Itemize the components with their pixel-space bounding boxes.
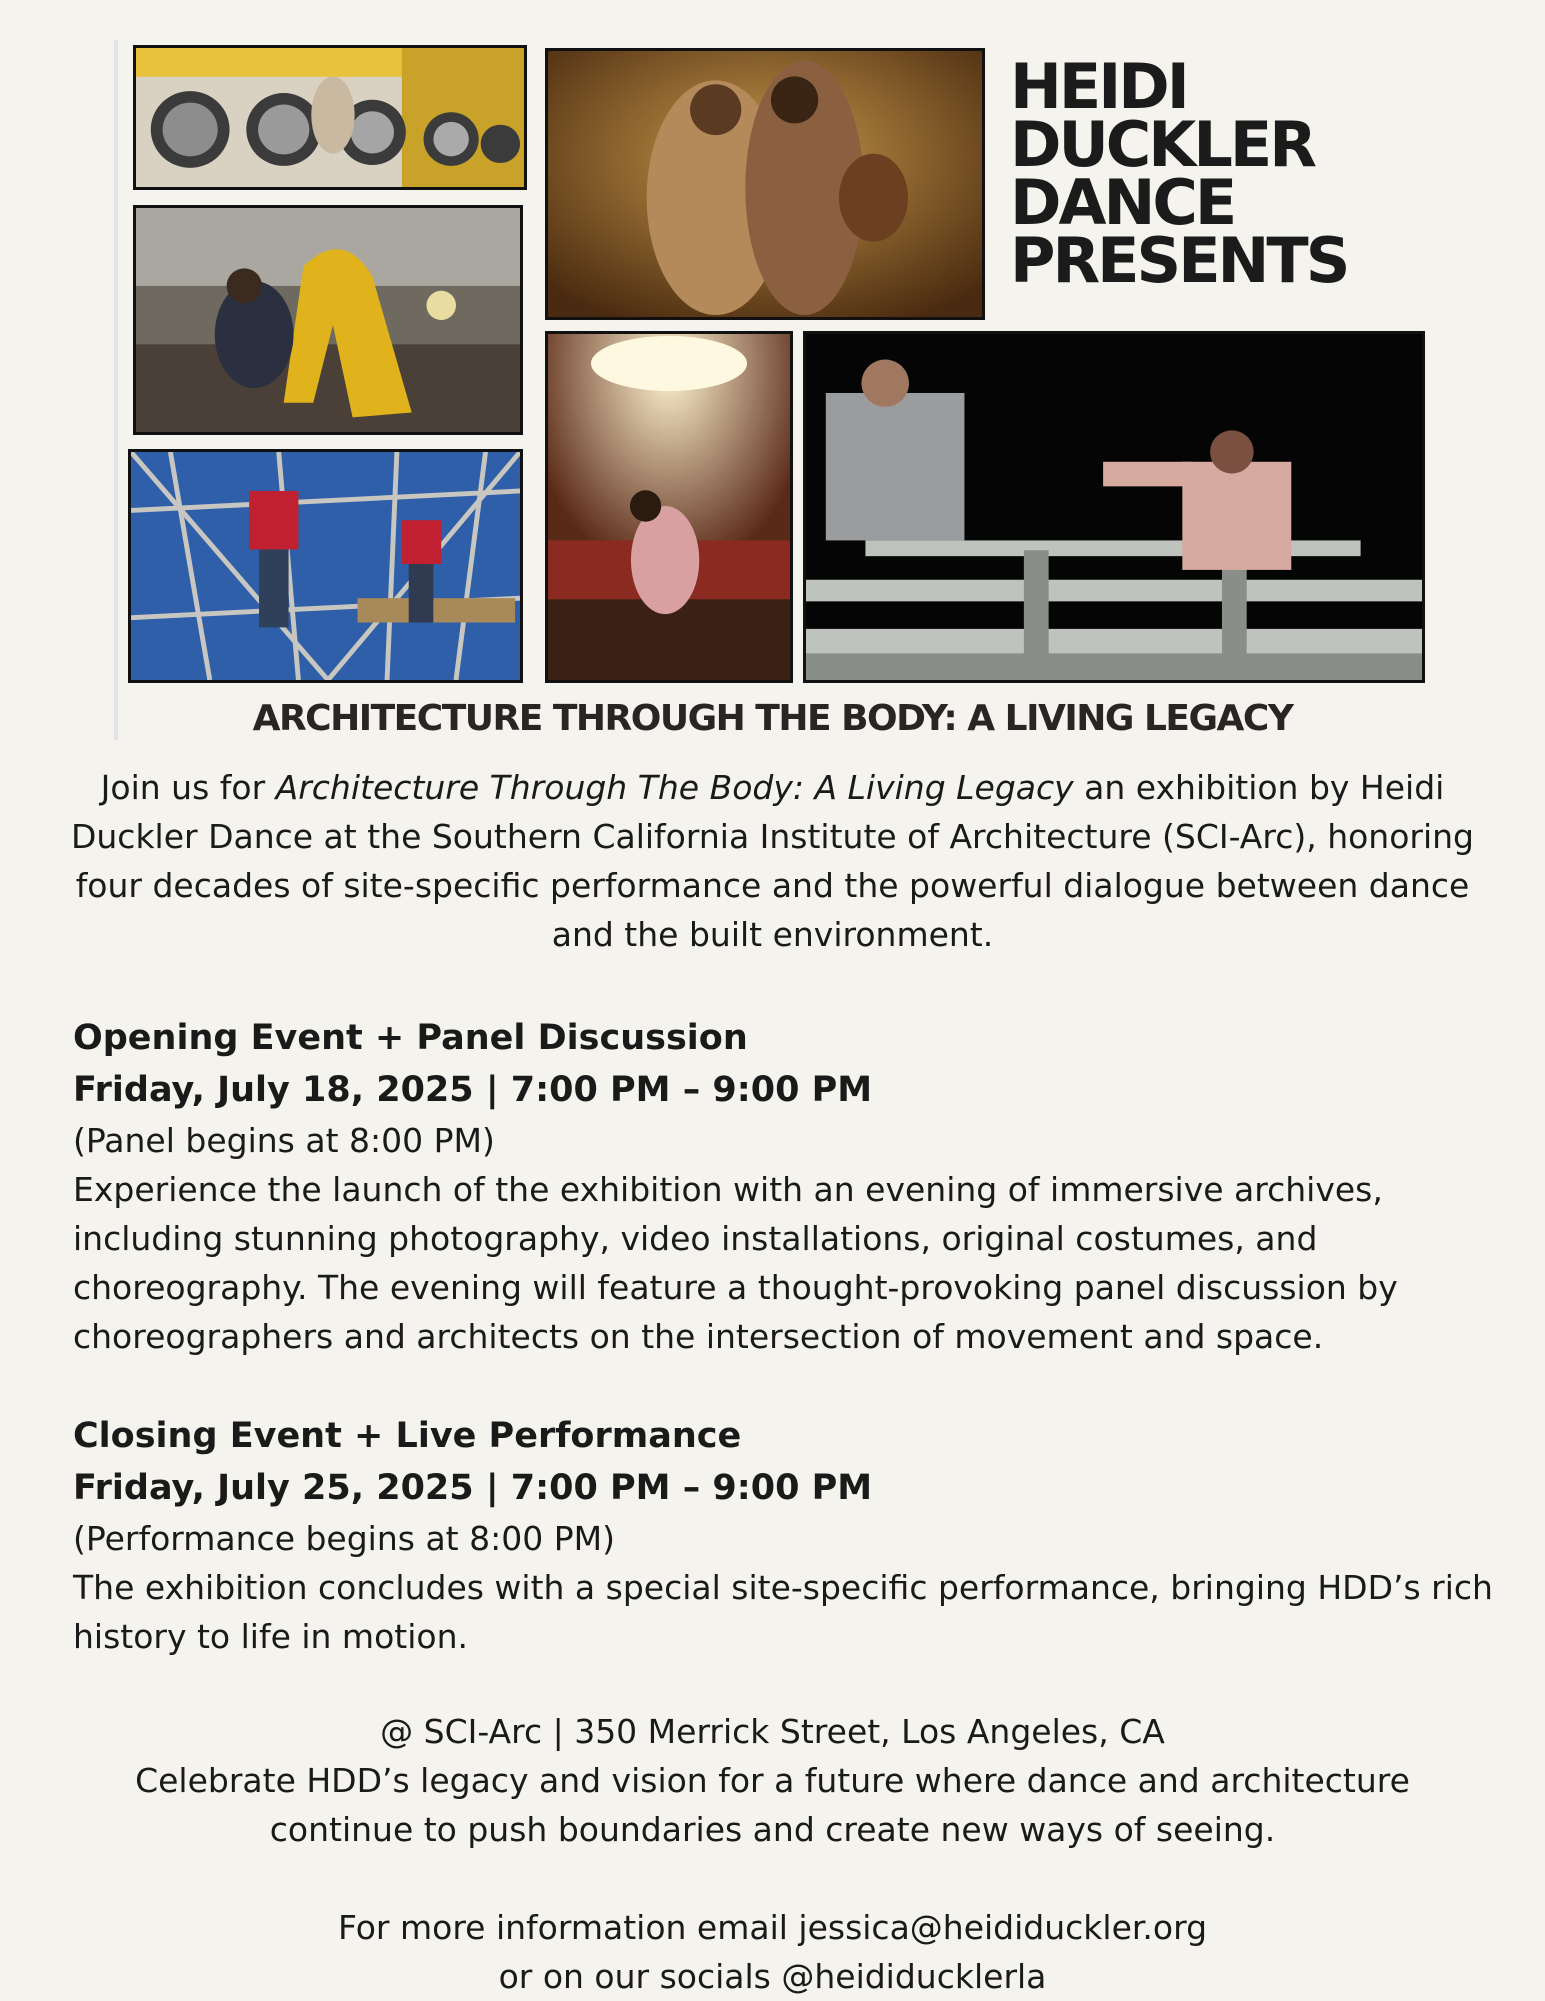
brand-line-4: PRESENTS	[1010, 224, 1348, 297]
opening-event-description: Experience the launch of the exhibition with an evening of immersive archives, including stunning photography, video installations, original costumes, and choreography. The evening will feature a thought-provoking panel discussion by choreographers and architects on the intersection of movement and space.	[73, 1170, 1398, 1356]
closing-event-section	[73, 1410, 1493, 1661]
brand-wordmark	[1010, 50, 1348, 297]
legacy-statement: Celebrate HDD’s legacy and vision for a future where dance and architecture continue to push boundaries and create new ways of seeing.	[135, 1761, 1410, 1849]
closing-event-title: Closing Event + Live Performance	[73, 1416, 742, 1456]
opening-event-datetime: Friday, July 18, 2025 | 7:00 PM – 9:00 PM	[73, 1070, 873, 1110]
photo-chandelier	[545, 331, 793, 683]
venue-location: @ SCI-Arc | 350 Merrick Street, Los Angeles, CA	[380, 1712, 1165, 1751]
exhibition-headline: ARCHITECTURE THROUGH THE BODY: A LIVING LEGACY	[252, 698, 1293, 739]
brand-line-2: DUCKLER	[1010, 108, 1314, 181]
intro-suffix: an exhibition by Heidi Duckler Dance at the Southern California Institute of Architecture (SCI-Arc), honoring four decades of site-specific performance and the powerful dialogue between dance and the built environment.	[70, 768, 1475, 954]
opening-event-note: (Panel begins at 8:00 PM)	[73, 1121, 495, 1160]
brand-line-3: DANCE	[1010, 166, 1235, 239]
closing-event-description: The exhibition concludes with a special site-specific performance, bringing HDD’s rich history to life in motion.	[73, 1568, 1493, 1656]
contact-email: For more information email jessica@heididuckler.org	[337, 1908, 1208, 1947]
photo-laundromat	[133, 45, 527, 190]
opening-event-section	[73, 1012, 1493, 1361]
contact-socials: or on our socials @heididucklerla	[498, 1957, 1047, 1996]
intro-prefix: Join us for	[100, 768, 276, 807]
left-rule	[114, 40, 118, 740]
closing-event-datetime: Friday, July 25, 2025 | 7:00 PM – 9:00 PM	[73, 1468, 873, 1508]
opening-event-title: Opening Event + Panel Discussion	[73, 1018, 748, 1058]
brand-line-1: HEIDI	[1010, 50, 1187, 123]
intro-paragraph	[70, 763, 1475, 959]
photo-yellow-costume	[133, 205, 523, 435]
photo-scaffolding	[128, 449, 523, 683]
photo-suits-bleachers	[803, 331, 1425, 683]
closing-event-note: (Performance begins at 8:00 PM)	[73, 1519, 615, 1558]
intro-exhibition-title: Architecture Through The Body: A Living Legacy	[275, 768, 1074, 807]
photo-dancers-embrace	[545, 48, 985, 320]
